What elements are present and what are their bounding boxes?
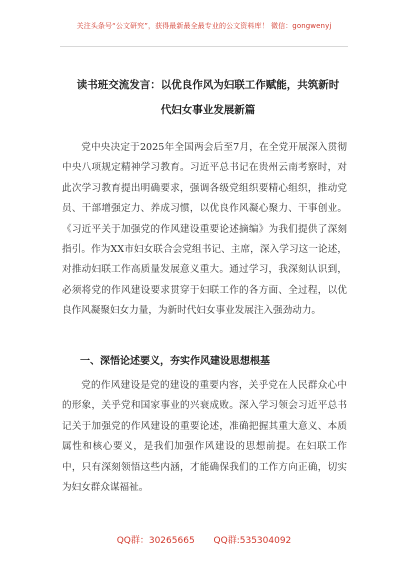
title-line-2: 代妇女事业发展新篇 xyxy=(160,104,256,116)
footer-contact xyxy=(0,533,408,546)
paragraph-section-1: 党的作风建设是党的建设的重要内容，关乎党在人民群众心中的形象，关乎党和国家事业的兴衰成败。深入学习领会习近平总书记关于加强党的作风建设的重要论述，准确把握其重大意义、本质属性和核心要义，是我们加强作风建设的思想前提。在妇联工作中，只有深刻领悟这些内涵，才能确保我们的工作方向正确，切实为妇女群众谋福祉。 xyxy=(62,380,347,494)
footer-qq-group-2: QQ群:535304092 xyxy=(213,536,292,546)
promo-banner: 关注头条号“公文研究”，获得最新最全最专业的公文资料库！ 微信：gongwenyj xyxy=(76,22,332,30)
footer-qq-group-1: QQ群：30265665 xyxy=(116,536,195,546)
section-heading-1: 一、深悟论述要义，夯实作风建设思想根基 xyxy=(80,356,270,367)
title-line-1: 读书班交流发言：以优良作风为妇联工作赋能，共筑新时 xyxy=(76,79,340,91)
paragraph-intro: 党中央决定于2025年全国两会后至7月，在全党开展深入贯彻中央八项规定精神学习教育。习近平总书记在贵州云南考察时，对此次学习教育提出明确要求，强调各级党组织要精心组织，推动党员、干部增强定力、养成习惯，以优良作风凝心聚力、干事创业。《习近平关于加强党的作风建设重要论述摘编》为我们提供了深刻指引。作为XX市妇女联合会党组书记、主席，深入学习这一论述，对推动妇联工作高质量发展意义重大。通过学习，我深刻认识到，必须将党的作风建设要求贯穿于妇联工作的各方面、全过程，以优良作风凝聚妇女力量，为新时代妇女事业发展注入强劲动力。 xyxy=(62,142,347,317)
header-divider xyxy=(60,46,348,47)
document-title xyxy=(60,73,356,123)
